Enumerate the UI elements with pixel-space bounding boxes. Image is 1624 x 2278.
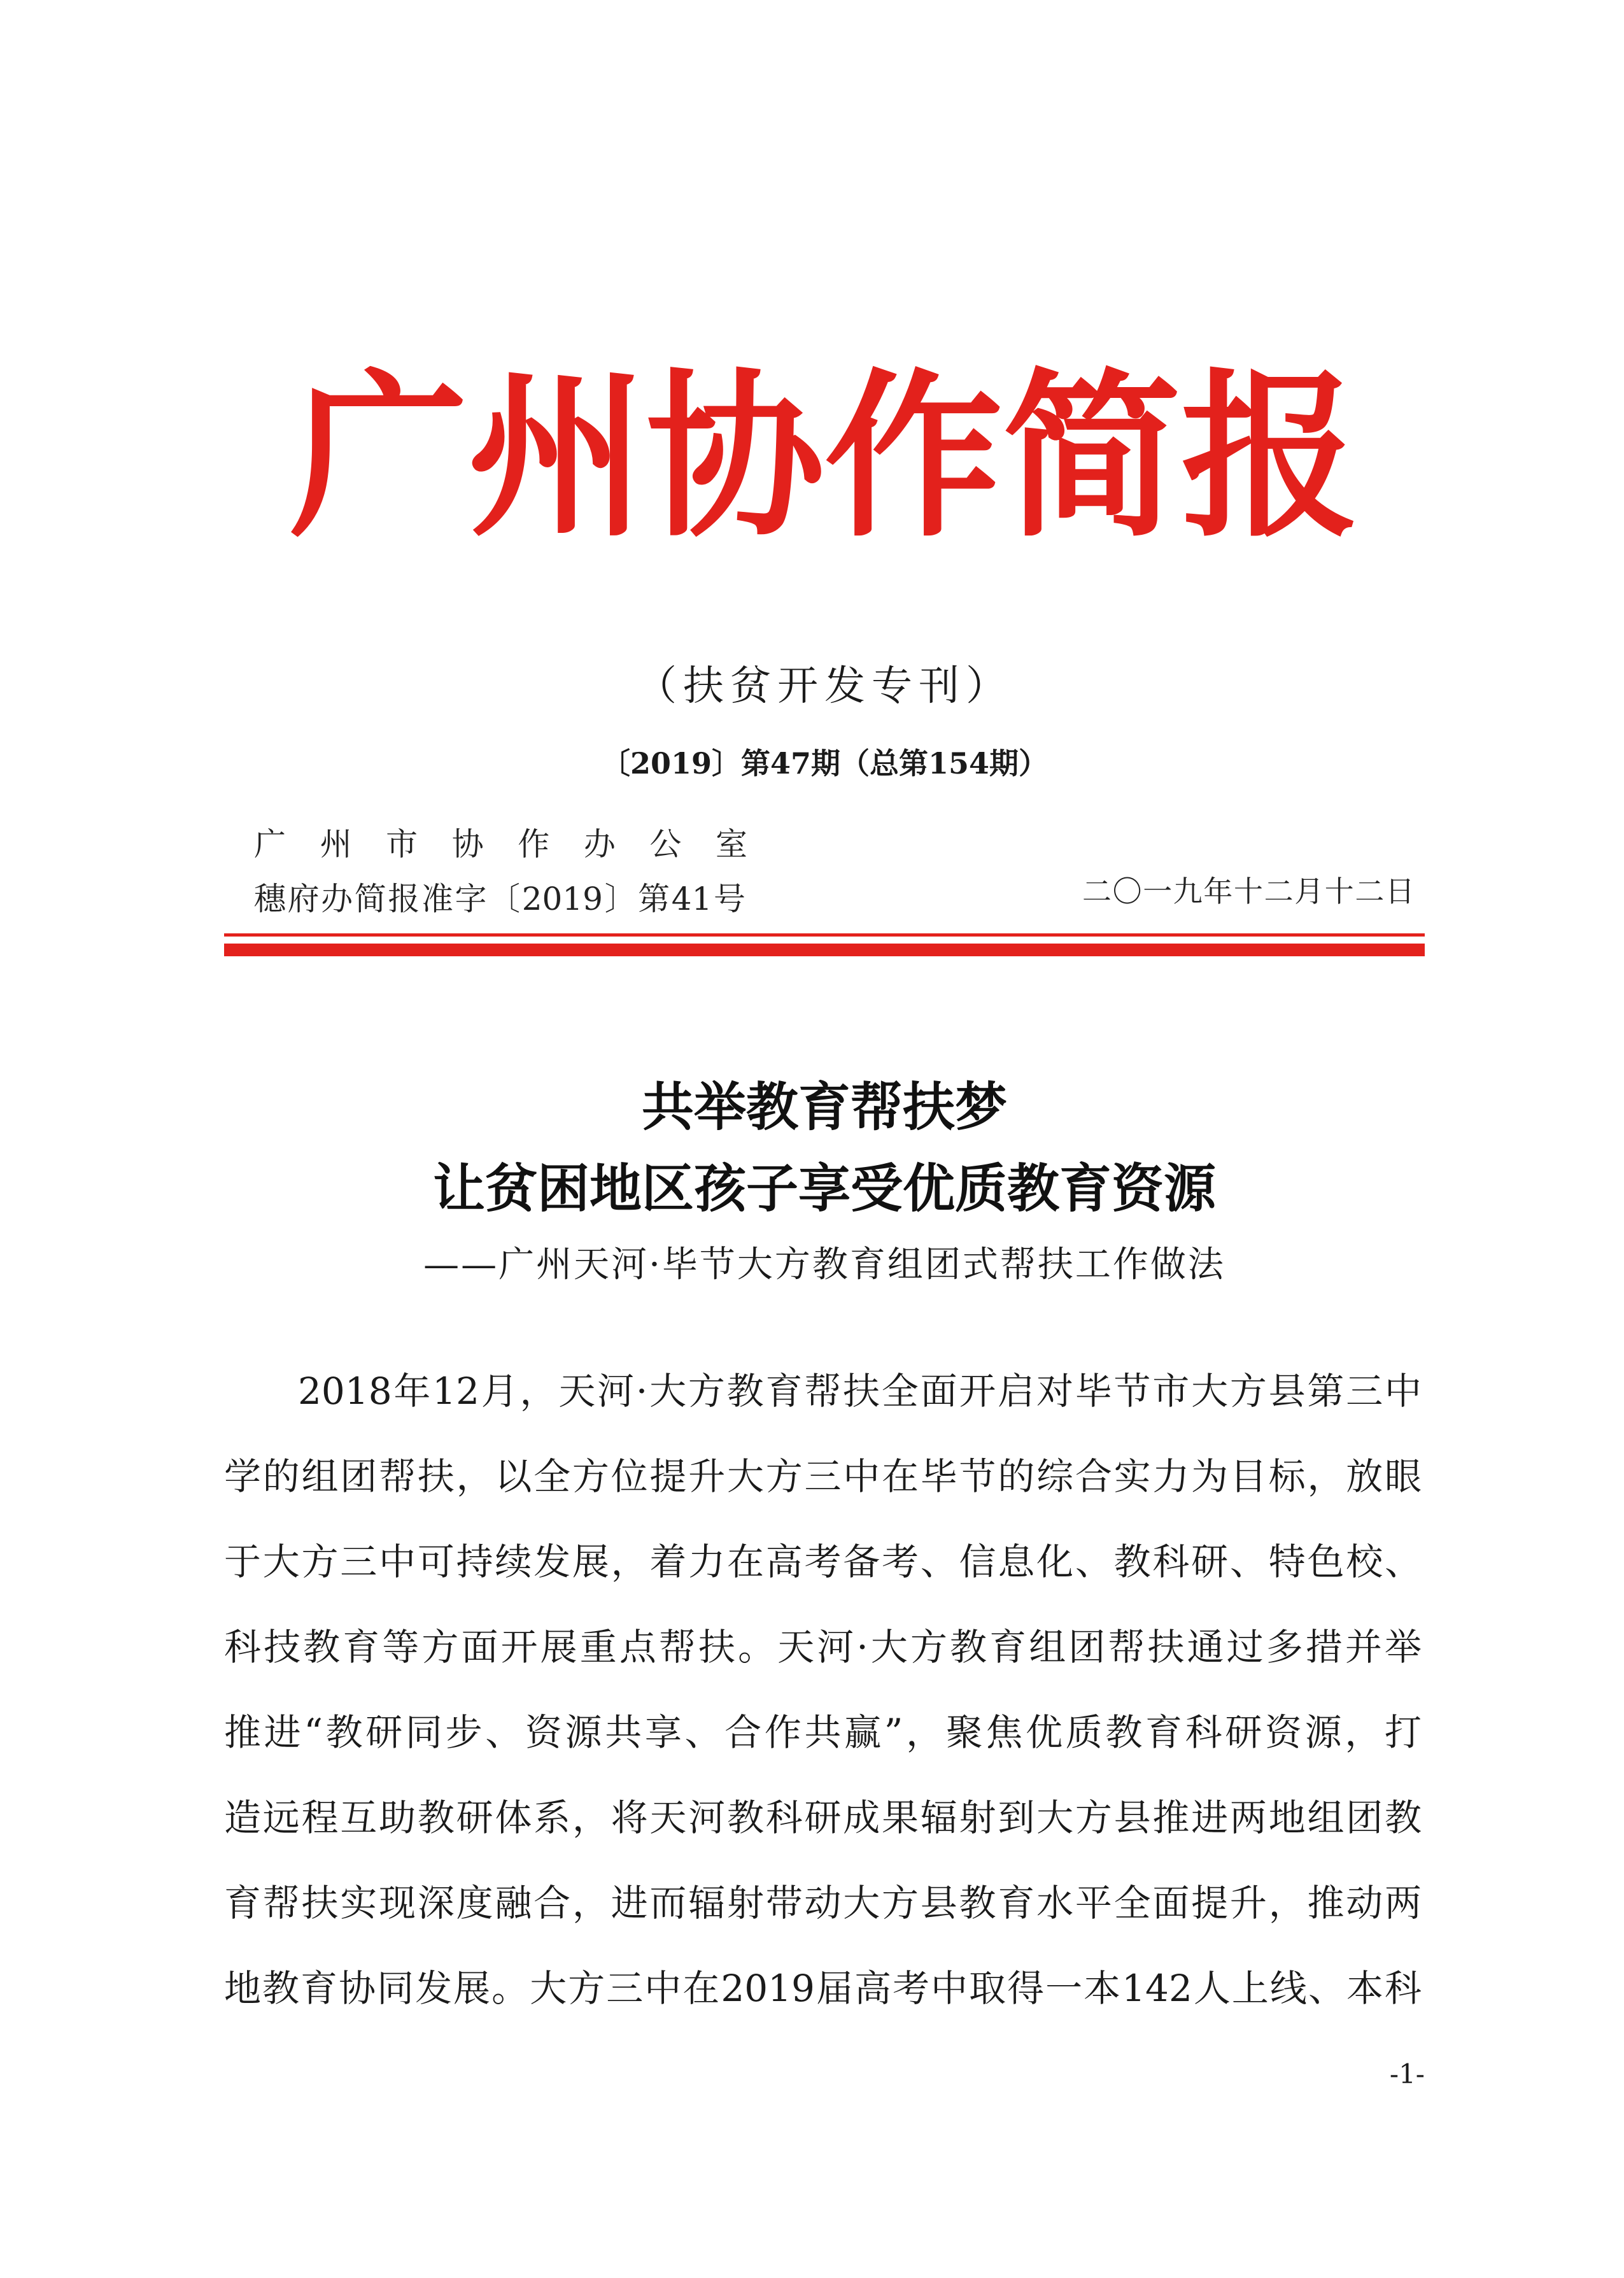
page-number: -1- [1389, 2058, 1425, 2090]
edition-label: （扶贫开发专刊） [636, 663, 1013, 710]
masthead-title: 广州协作简报 [290, 352, 1359, 562]
body-line: 育帮扶实现深度融合，进而辐射带动大方县教育水平全面提升，推动两 [224, 1881, 1422, 1925]
body-line: 造远程互助教研体系，将天河教科研成果辐射到大方县推进两地组团教 [224, 1796, 1422, 1839]
body-line: 地教育协同发展。大方三中在2019届高考中取得一本142人上线、本科 [224, 1967, 1422, 2010]
article-title-line-1: 共举教育帮扶梦 [641, 1077, 1007, 1138]
article-title-line-2: 让贫困地区孩子享受优质教育资源 [432, 1158, 1216, 1219]
issuer-permit-number: 穗府办简报准字〔2019〕第41号 [254, 881, 745, 917]
red-divider-thin [224, 933, 1425, 937]
body-line: 2018年12月，天河·大方教育帮扶全面开启对毕节市大方县第三中 [298, 1369, 1422, 1413]
issue-number: 〔2019〕第47期（总第154期） [600, 746, 1049, 781]
body-line: 学的组团帮扶，以全方位提升大方三中在毕节的综合实力为目标，放眼 [224, 1455, 1422, 1498]
body-line: 科技教育等方面开展重点帮扶。天河·大方教育组团帮扶通过多措并举 [224, 1625, 1422, 1669]
red-divider-thick [224, 944, 1425, 956]
article-subtitle: ——广州天河·毕节大方教育组团式帮扶工作做法 [423, 1244, 1225, 1285]
issue-date: 二〇一九年十二月十二日 [1082, 874, 1415, 909]
body-line: 推进“教研同步、资源共享、合作共赢”，聚焦优质教育科研资源，打 [224, 1711, 1422, 1754]
body-line: 于大方三中可持续发展，着力在高考备考、信息化、教科研、特色校、 [224, 1540, 1422, 1583]
issuer-office: 广州市协作办公室 [254, 826, 747, 863]
